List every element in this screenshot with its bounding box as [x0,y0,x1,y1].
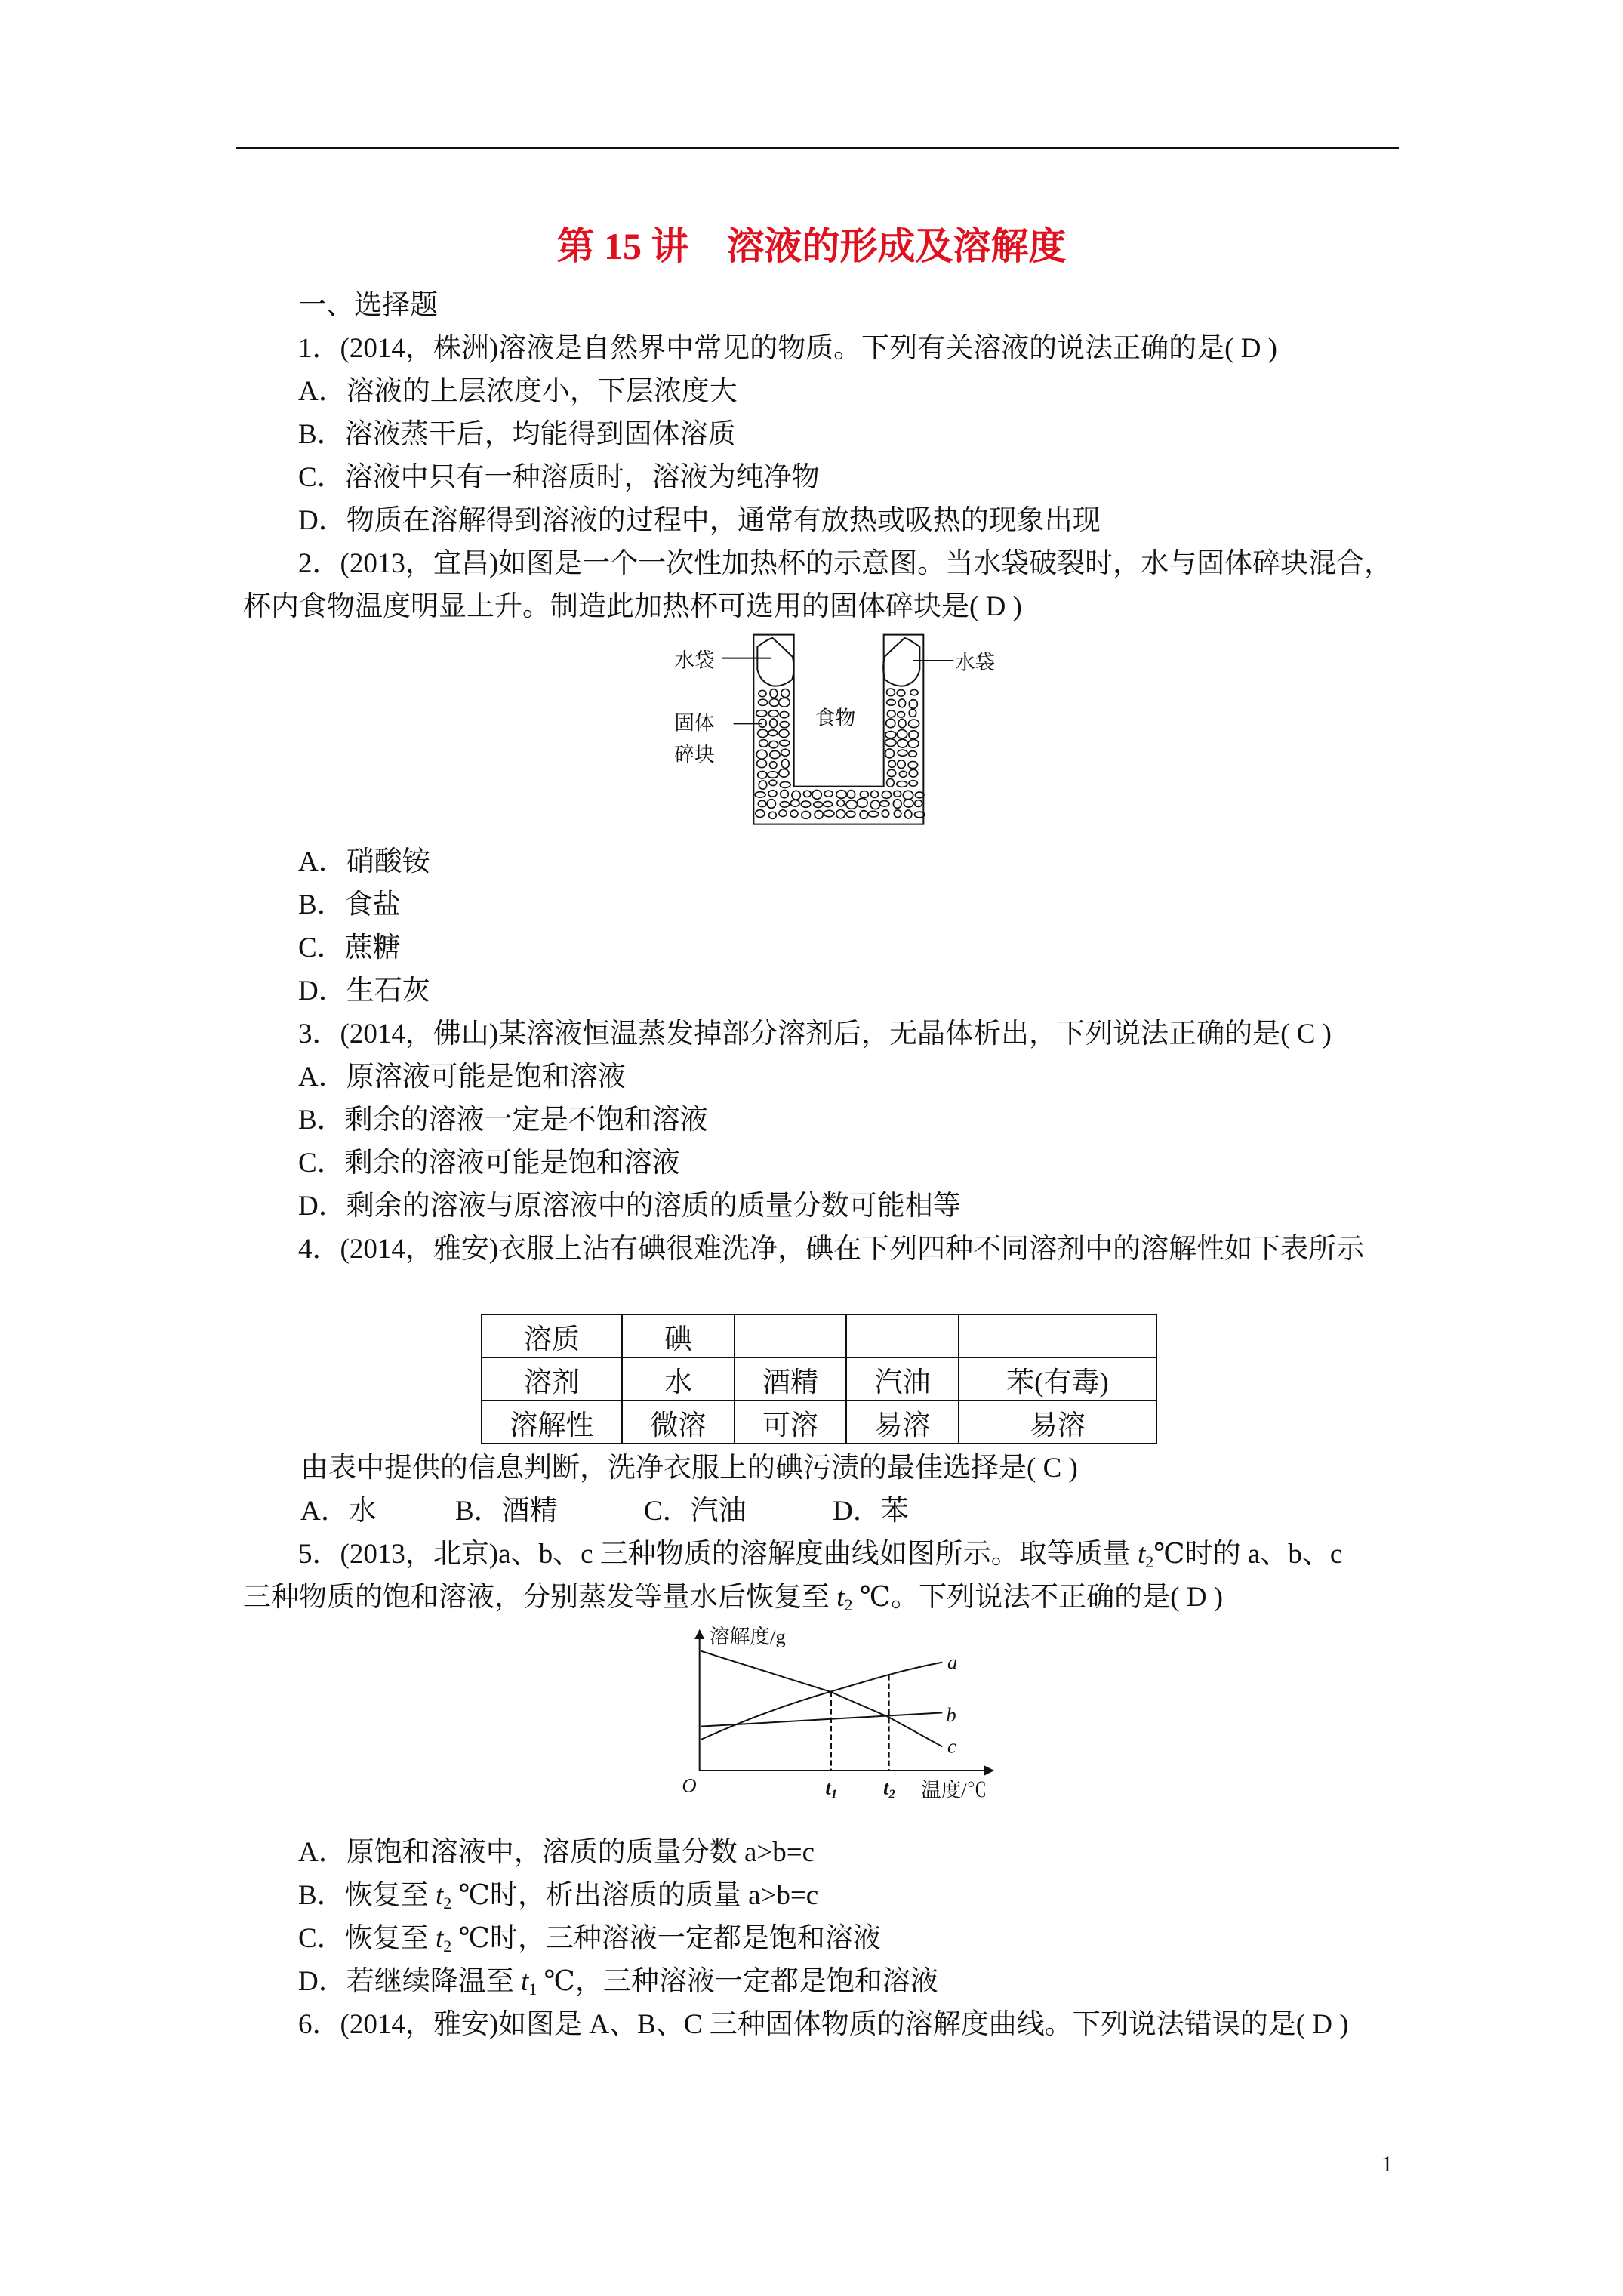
pebble [770,762,777,769]
text: ℃，三种溶液一定都是饱和溶液 [537,1966,938,1997]
table-cell [959,1314,1156,1358]
var-t: t [1138,1539,1146,1570]
pebble [814,802,823,808]
page-title: 第 15 讲 溶液的形成及溶解度 [556,225,1067,267]
q4-option: C．汽油 [644,1496,747,1527]
pebble [898,739,907,747]
pebble [897,781,907,787]
x-axis-label: 温度/℃ [921,1779,987,1801]
var-t: t [836,1582,845,1613]
pebble [908,739,919,747]
table-cell: 溶解性 [482,1401,622,1444]
pebble [780,781,790,787]
q2-option: D．生石灰 [298,975,430,1006]
pebble [893,800,901,809]
pebble [887,689,895,696]
pebble [908,751,916,757]
pebble [871,791,879,797]
pebble [824,810,834,817]
pebble [857,798,867,807]
pebble [898,699,905,707]
table-cell: 汽油 [846,1358,959,1401]
table-cell: 碘 [622,1314,735,1358]
var-t: t [435,1880,444,1911]
pebble [759,699,768,705]
subscript: 2 [443,1937,452,1955]
q5-option-b [298,1879,818,1920]
pebble [769,812,777,818]
table-cell: 酒精 [735,1358,846,1401]
table-row [482,1358,1156,1401]
pebble [756,810,765,818]
pebble [768,791,777,797]
heating-cup-figure [642,619,1019,846]
pebble [779,729,789,737]
q5-stem-cont [243,1581,1223,1622]
pebble [897,730,907,739]
pebble [781,759,789,768]
subscript: 2 [443,1894,452,1912]
q1-option: A．溶液的上层浓度小，下层浓度大 [298,376,738,407]
pebble [757,760,767,768]
table-cell: 微溶 [622,1401,735,1444]
table-cell: 可溶 [735,1401,846,1444]
pebble [882,791,891,799]
q5-stem [298,1538,1342,1579]
pebble [756,750,767,759]
solid-label-1: 固体 [674,711,715,735]
pebble [879,801,889,807]
section-heading: 一、选择题 [298,290,438,321]
pebble [779,769,789,778]
t2-label: t2 [883,1776,895,1801]
pebble [860,791,868,798]
pebble [894,810,901,818]
pebble [836,791,847,799]
curve-c [701,1651,942,1747]
pebble [812,790,821,799]
q3-option: B．剩余的溶液一定是不饱和溶液 [298,1105,708,1136]
pebble [904,810,911,818]
pebble [882,810,888,817]
table-cell: 苯(有毒) [959,1358,1156,1401]
pebble [781,749,790,756]
table-row [482,1314,1156,1358]
text: C．恢复至 [298,1923,436,1954]
q3-option: D．剩余的溶液与原溶液中的溶质的质量分数可能相等 [298,1191,961,1222]
table-cell [735,1314,846,1358]
q5-option-c [298,1922,881,1963]
pebble [910,689,918,695]
pebble [908,761,918,768]
table-row [482,1401,1156,1444]
text: ℃时，三种溶液一定都是饱和溶液 [451,1923,881,1954]
table-cell: 水 [622,1358,735,1401]
pebble [846,800,857,809]
q5-option-d [298,1965,938,2006]
pebble [887,710,895,717]
q4-option: B．酒精 [455,1496,558,1527]
text: B．恢复至 [298,1880,436,1911]
pebble [767,800,775,809]
subscript: 1 [528,1980,537,1999]
q1-option: D．物质在溶解得到溶液的过程中，通常有放热或吸热的现象出现 [298,505,1101,536]
pebble [758,800,766,806]
pebble [768,710,778,717]
q2-option: A．硝酸铵 [298,846,430,877]
pebble [897,689,905,696]
text: 5．(2013，北京)a、b、c 三种物质的溶解度曲线如图所示。取等质量 [298,1539,1138,1570]
pebble [886,719,895,728]
pebble [904,799,913,807]
q2-stem-cont: 杯内食物温度明显上升。制造此加热杯可选用的固体碎块是( D ) [243,591,1022,622]
pebble [768,730,778,736]
pebble [909,781,917,786]
pebble [824,801,833,806]
q1-option: C．溶液中只有一种溶质时，溶液为纯净物 [298,462,820,493]
q2-option: B．食盐 [298,889,401,920]
pebble [885,739,897,747]
pebble [870,800,879,809]
table-cell: 易溶 [959,1401,1156,1444]
pebble [801,801,810,807]
solubility-curve-chart [664,1623,1027,1835]
y-axis-label: 溶解度/g [710,1625,786,1648]
pebble [780,802,789,808]
origin-label: O [682,1774,697,1797]
pebble [915,792,924,798]
pebble [770,719,778,728]
pebble [779,698,790,707]
pebble [898,760,906,769]
table-cell: 易溶 [846,1401,959,1444]
pebble [781,689,790,698]
subscript: 2 [844,1595,853,1614]
pebble [909,709,916,717]
pebble [837,800,845,806]
pebble [836,809,845,818]
q3-option: C．剩余的溶液可能是饱和溶液 [298,1148,680,1179]
water-bag-label-left: 水袋 [674,649,715,672]
pebble [885,749,895,758]
series-label-a: a [947,1650,958,1673]
pebble [915,800,922,807]
pebble [888,760,896,767]
q1-stem: 1．(2014，株洲)溶液是自然界中常见的物质。下列有关溶液的说法正确的是( D ) [298,333,1278,364]
text: ℃时，析出溶质的质量 a>b=c [451,1880,819,1911]
pebble [779,810,787,817]
q4-option: A．水 [300,1496,377,1527]
table-cell [846,1314,959,1358]
pebble [769,780,777,785]
q3-stem: 3．(2014，佛山)某溶液恒温蒸发掉部分溶剂后，无晶体析出，下列说法正确的是( C ) [298,1019,1332,1049]
pebble [790,810,798,817]
page-number: 1 [1381,2152,1393,2177]
series-label-c: c [947,1734,956,1758]
pebble [898,711,905,717]
pebble [803,791,811,797]
solid-label-2: 碎块 [674,743,715,766]
pebble [888,769,896,776]
pebble [846,811,855,817]
q3-option: A．原溶液可能是饱和溶液 [298,1062,626,1093]
pebble [755,792,765,797]
q4-option: D．苯 [833,1496,909,1527]
pebble [903,791,913,800]
pebble [899,771,907,777]
pebble [780,721,789,727]
pebble [887,699,895,705]
pebble [792,791,800,800]
header-rule [236,147,1399,149]
table-cell: 溶质 [482,1314,622,1358]
t1-label: t1 [825,1776,838,1801]
pebble [759,690,766,696]
iodine-solubility-table [481,1314,1157,1444]
pebble [860,811,867,819]
pebble [769,699,778,707]
q2-option: C．蔗糖 [298,932,401,963]
text: ℃。下列说法不正确的是( D ) [852,1582,1224,1613]
pebble [898,750,907,756]
pebble [894,791,901,797]
pebble [909,731,919,739]
table-cell: 溶剂 [482,1358,622,1401]
pebble [887,778,895,787]
q1-option: B．溶液蒸干后，均能得到固体溶质 [298,419,736,450]
q2-stem: 2．(2013，宜昌)如图是一个一次性加热杯的示意图。当水袋破裂时，水与固体碎块混合， [298,548,1393,579]
pebble [781,791,789,798]
pebble [802,812,811,819]
pebble [815,811,823,819]
curve-a [701,1663,942,1740]
pebble [824,791,833,797]
pebble [885,732,896,738]
q4-question: 由表中提供的信息判断，洗净衣服上的碘污渍的最佳选择是( C ) [300,1453,1078,1484]
pebble [759,781,767,789]
q6-stem: 6．(2014，雅安)如图是 A、B、C 三种固体物质的溶解度曲线。下列说法错误的是( D ) [298,2009,1349,2040]
subscript: 2 [1145,1552,1154,1571]
text: ℃时的 a、b、c [1153,1539,1343,1570]
pebble [758,729,768,737]
text: D．若继续降温至 [298,1966,521,1997]
pebble [780,740,790,746]
text: 三种物质的饱和溶液，分别蒸发等量水后恢复至 [243,1582,837,1613]
food-label: 食物 [815,707,856,729]
pebble [898,719,906,728]
pebble [909,769,917,777]
pebble [769,741,778,747]
pebble [909,700,917,709]
series-label-b: b [946,1703,956,1726]
q4-stem: 4．(2014，雅安)衣服上沾有碘很难洗净，碘在下列四种不同溶剂中的溶解性如下表所示 [298,1234,1365,1265]
curve-b [701,1712,942,1726]
pebble [780,711,789,717]
pebble [756,710,767,717]
pebble [759,740,768,747]
pebble [790,800,799,806]
q5-option-a: A．原饱和溶液中，溶质的质量分数 a>b=c [298,1837,815,1868]
water-bag-label-right: 水袋 [955,651,996,674]
pebble [848,791,855,799]
pebble [770,689,778,698]
var-t: t [435,1923,444,1954]
pebble [770,750,780,758]
pebble [768,772,778,778]
var-t: t [520,1966,529,1997]
pebble [908,720,919,727]
pebble [758,771,767,778]
pebble [868,811,878,817]
